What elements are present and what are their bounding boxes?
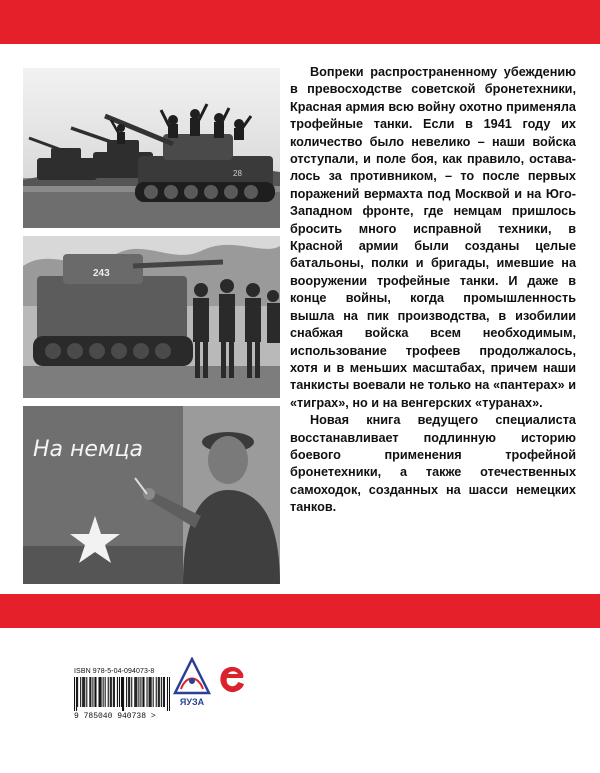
photo-soldier-painting-inscription	[23, 406, 280, 584]
eksmo-publisher-logo	[216, 663, 246, 695]
painted-inscription: На немца	[33, 437, 143, 462]
yauza-logo-text: ЯУЗА	[179, 697, 205, 707]
blurb-paragraph-2: Новая книга ведущего специалиста восстанавливает подлинную историю боевого применения трофейной бронетехники, а также отечественных самоходок, созданных на шасси немецких танков.	[290, 413, 576, 515]
isbn-label: ISBN 978-5-04-094073-8	[74, 668, 155, 675]
barcode	[74, 677, 170, 711]
top-red-band	[0, 0, 600, 44]
bottom-red-band	[0, 594, 600, 628]
svg-text:28: 28	[233, 169, 242, 178]
svg-text:243: 243	[93, 268, 110, 279]
isbn-barcode-block	[74, 668, 170, 721]
photo-tank-crew-standing	[23, 236, 280, 398]
yauza-publisher-logo	[172, 657, 212, 709]
photo-panther-tank-crew	[23, 68, 280, 228]
back-cover-blurb	[290, 64, 576, 517]
blurb-paragraph-1: Вопреки распространенному убеждению в превосходстве советской бронетехники, Красная армия всю войну охотно применяла трофейные танки. Если в 1941 году их количество было невелико – наши войска отступали, и поле боя, как правило, оставалось за противником, – то после первых поражений вермахта под Москвой и на Юго-Западном фронте, где немцам пришлось бросить много исправной техники, в Красной армии были созданы целые батальоны, полки и бригады, имевшие на вооружении трофейные танки. И даже в конце войны, когда промышленность вышла на пик производства, в изобилии снабжая войска всем необходимым, использование трофеев продолжалось, хотя и в меньших масштабах, причем наши танкисты воевали не только на «пантерах» и «тиграх», но и на венгерских «туранах».	[290, 65, 576, 410]
barcode-digits: 9 785040 940738 >	[74, 712, 156, 721]
